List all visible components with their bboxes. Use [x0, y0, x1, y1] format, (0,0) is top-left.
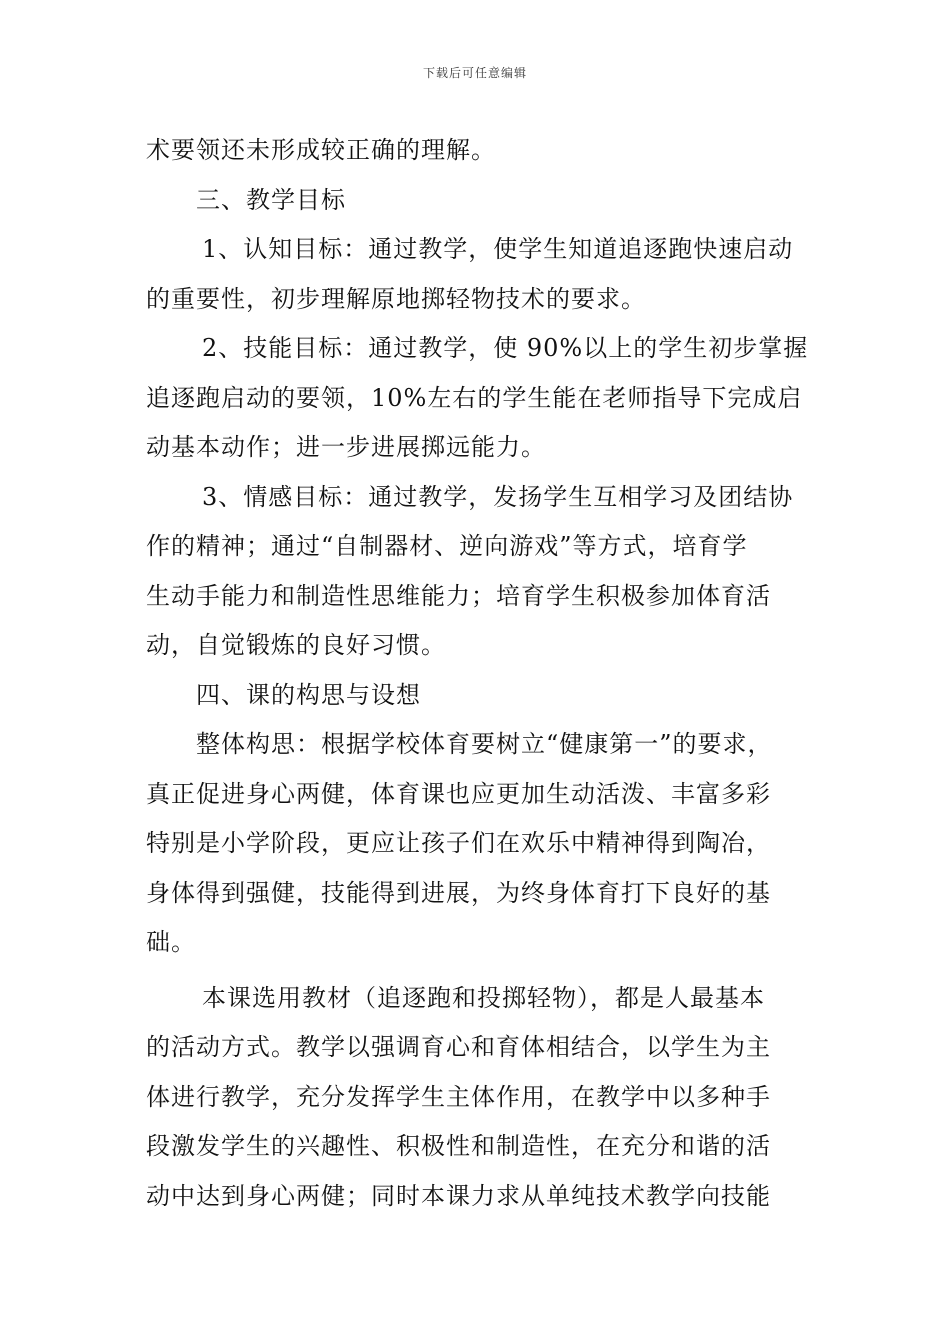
text-line: 2、技能目标：通过教学，使 90%以上的学生初步掌握 — [202, 334, 809, 362]
text-line: 身体得到强健，技能得到进展，为终身体育打下良好的基 — [146, 878, 771, 907]
text-line: 动基本动作；进一步进展掷远能力。 — [146, 433, 546, 461]
text-line: 整体构思：根据学校体育要树立“健康第一”的要求， — [196, 730, 773, 758]
section-heading: 四、课的构思与设想 — [196, 680, 421, 709]
text-line: 动，自觉锻炼的良好习惯。 — [146, 631, 446, 659]
text-line: 3、情感目标：通过教学，发扬学生互相学习及团结协 — [202, 482, 794, 511]
text-line: 体进行教学，充分发挥学生主体作用，在教学中以多种手 — [146, 1082, 771, 1111]
text-line: 1、认知目标：通过教学，使学生知道追逐跑快速启动 — [202, 235, 794, 263]
page-header: 下载后可任意编辑 — [422, 66, 527, 80]
text-line: 本课选用教材（追逐跑和投掷轻物），都是人最基本 — [202, 983, 765, 1012]
text-line: 的活动方式。教学以强调育心和育体相结合，以学生为主 — [146, 1033, 771, 1061]
text-line: 术要领还未形成较正确的理解。 — [146, 136, 496, 164]
text-line: 追逐跑启动的要领，10%左右的学生能在老师指导下完成启 — [146, 383, 803, 412]
text-line: 的重要性，初步理解原地掷轻物技术的要求。 — [146, 284, 646, 313]
text-line: 础。 — [146, 928, 196, 956]
text-line: 动中达到身心两健；同时本课力求从单纯技术教学向技能 — [146, 1181, 771, 1210]
document-body — [146, 126, 816, 1221]
text-line: 真正促进身心两健，体育课也应更加生动活泼、丰富多彩 — [146, 779, 771, 808]
section-heading: 三、教学目标 — [196, 185, 346, 214]
text-line: 特别是小学阶段，更应让孩子们在欢乐中精神得到陶冶， — [146, 829, 771, 857]
text-line: 作的精神；通过“自制器材、逆向游戏”等方式，培育学 — [146, 532, 748, 560]
text-line: 段激发学生的兴趣性、积极性和制造性，在充分和谐的活 — [146, 1132, 771, 1160]
text-line: 生动手能力和制造性思维能力；培育学生积极参加体育活 — [146, 581, 771, 610]
